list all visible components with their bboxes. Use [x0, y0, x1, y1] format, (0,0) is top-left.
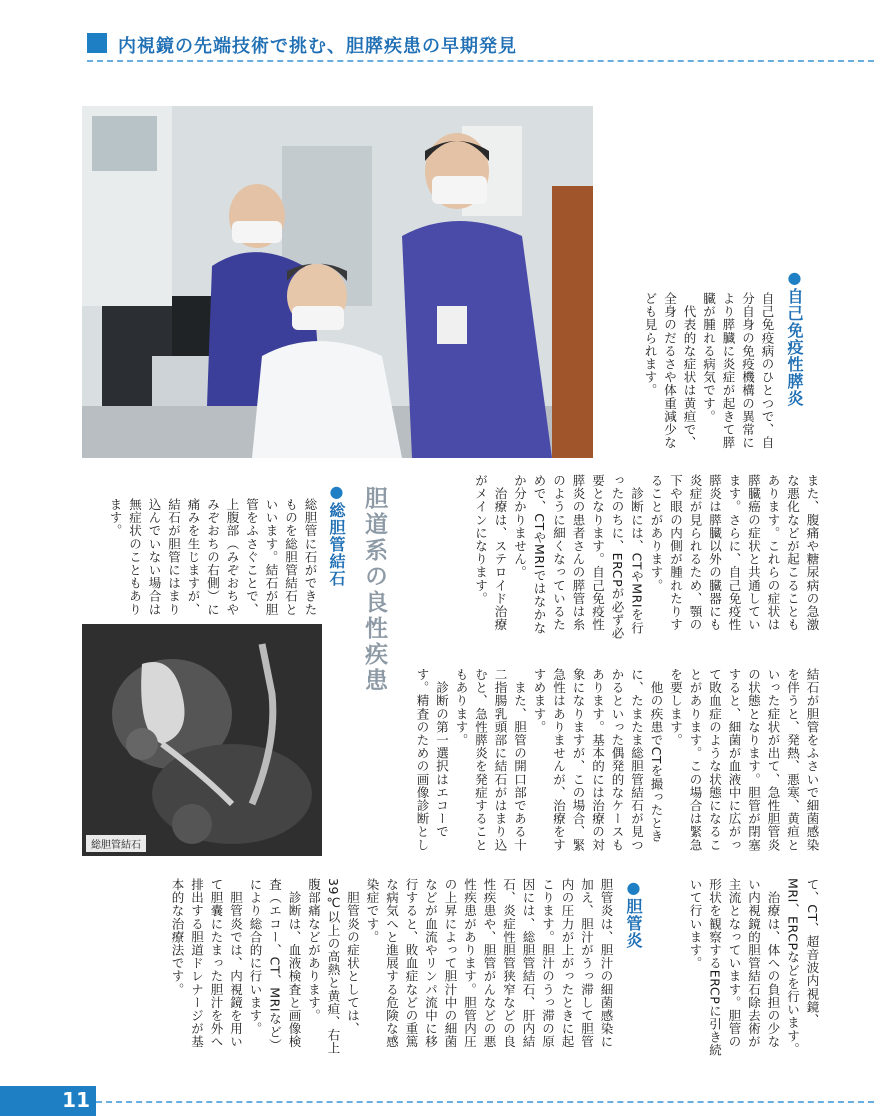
heading-autoimmune-pancreatitis: ●自己免疫性膵炎	[785, 268, 804, 407]
heading-cbd-stone: ●総胆管結石	[327, 482, 346, 587]
header-divider	[87, 60, 874, 62]
xray-image-icon	[82, 624, 322, 856]
xray-image	[82, 624, 322, 856]
footer-divider	[96, 1101, 874, 1103]
heading-cholangitis: ●胆管炎	[624, 878, 643, 949]
section-title-biliary: 胆道系の良性疾患	[361, 486, 387, 694]
bullet-dot-icon: ●	[785, 268, 804, 288]
cbd-text-1: 総胆管に石ができたものを総胆管結石といいます。結石が胆管をふさぐことで、上腹部（みぞおちやみぞおちの右側）に痛みを生じますが、結石が胆管にはまり込んでいない場合は無症状のこともあります。	[108, 498, 318, 616]
page-header-title: 内視鏡の先端技術で挑む、胆膵疾患の早期発見	[118, 36, 517, 57]
header-accent-block	[87, 33, 107, 53]
autoimmune-text-2: また、腹痛や糖尿病の急激な悪化などが起こることもあります。これらの症状は膵臓癌の症状と共通しています。さらに、自己免疫性膵炎は膵臓以外の臓器にも炎症が見られるため、顎の下や眼の内側が腫れたりすることがあります。 診断には、CTやMRIを行ったのちに、ERCPが必ず必要となります。自己免疫性膵炎の患者さんの膵管は糸のように細くなっているためで、CTやMRIではなかなか分かりません。 治療は、ステロイド治療がメインになります。	[473, 474, 820, 640]
page-number: 11	[62, 1088, 90, 1112]
cholangitis-text: 胆管炎は、胆汁の細菌感染に加え、胆汁がうっ滞して胆管内の圧力が上がったときに起こります。胆汁のうっ滞の原因には、総胆管結石、肝内結石、炎症性胆管狭窄などの良性疾患や、胆管がんなどの悪性疾患があります。胆管内圧の上昇によって胆汁中の細菌などが血流やリンパ流中に移行すると、敗血症などの重篤な病気へと進展する危険な感染症です。 胆管炎の症状としては、39℃以上の高熱と黄疸、右上腹部痛などがあります。 診断は、血液検査と画像検査（エコー、CT、MRIなど）により総合的に行います。 胆管炎では、内視鏡を用いて胆嚢にたまった胆汁を外へ排出する胆道ドレナージが基本的な治療法です。	[170, 878, 614, 1055]
cbd-text-2: 結石が胆管をふさいで細菌感染を伴うと、発熱、悪寒、黄疸といった症状が出て、急性胆管炎の状態となります。胆管が閉塞すると、細菌が血液中に広がって敗血症のような状態になることがあります。この場合は緊急を要します。 他の疾患でCTを撮ったときに、たまたま総胆管結石が見つかるといった偶発的なケースもあります。基本的には治療の対象になりますが、この場合、緊急性はありませんが、治療をすすめます。 また、胆管の開口部である十二指腸乳頭部に結石がはまり込むと、急性膵炎を発症することもあります。 診断の第一選択はエコーです。精査のための画像診断とし	[415, 668, 820, 852]
doctors-photo-icon	[82, 106, 593, 458]
cbd-text-3: て、CT、超音波内視鏡、MRI、ERCPなどを行います。 治療は、体への負担の少ない内視鏡的胆管結石除去術が主流となっています。胆管の形状を観察するERCPに引き続いて行います。	[688, 878, 820, 1057]
autoimmune-text-1: 自己免疫病のひとつで、自分自身の免疫機構の異常により膵臓に炎症が起きて膵臓が腫れる病気です。 代表的な症状は黄疸で、全身のだるさや体重減少なども見られます。	[643, 292, 775, 450]
bullet-dot-icon: ●	[624, 878, 643, 898]
xray-caption: 総胆管結石	[86, 835, 146, 852]
bullet-dot-icon: ●	[327, 482, 346, 502]
doctors-photo	[82, 106, 593, 458]
